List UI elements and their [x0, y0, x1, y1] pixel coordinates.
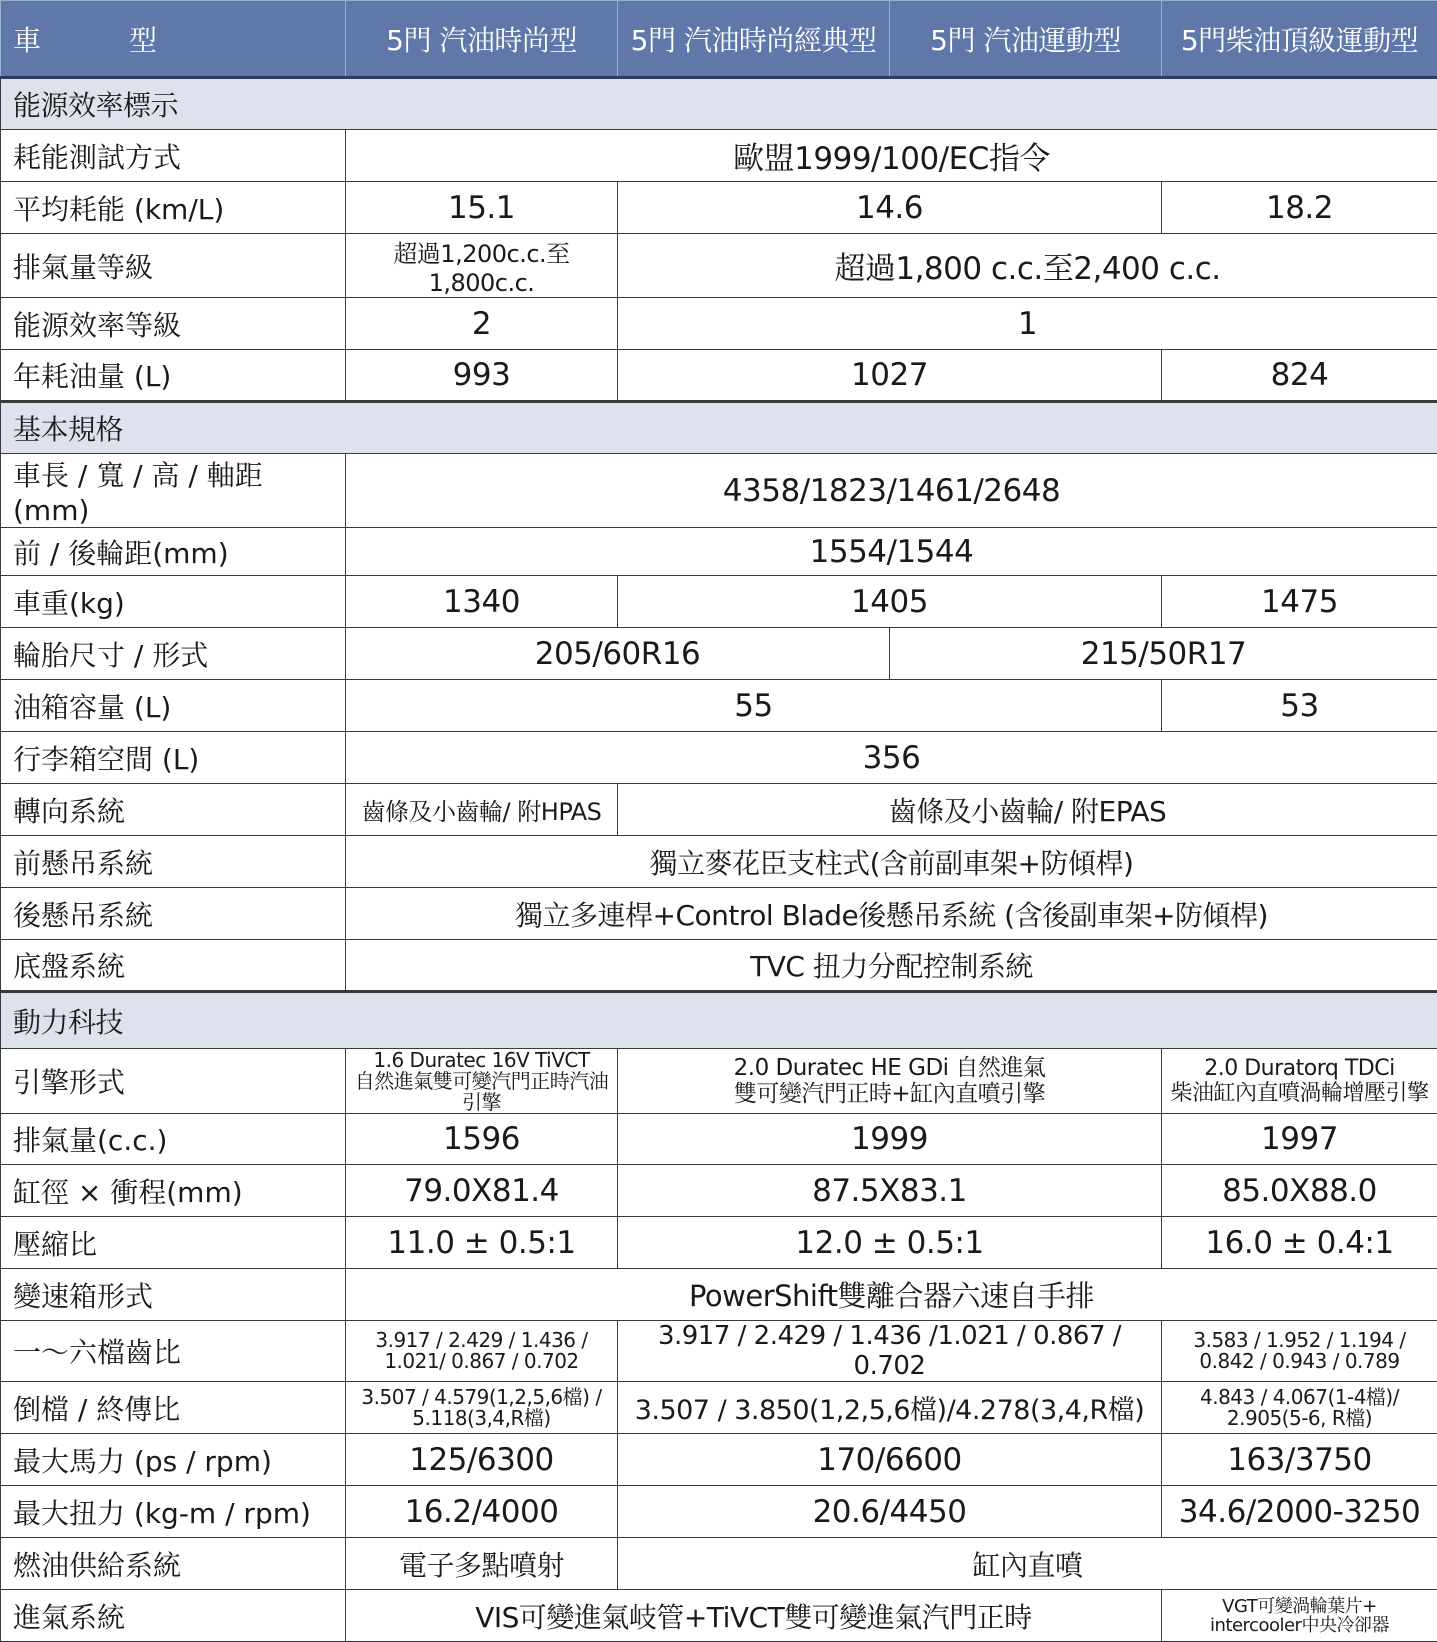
cell-value: 4.843 / 4.067(1-4檔)/ 2.905(5-6, R檔) — [1162, 1382, 1437, 1434]
row-label: 燃油供給系統 — [1, 1538, 346, 1590]
table-row — [1, 1269, 1437, 1321]
cell-value: 16.2/4000 — [346, 1486, 618, 1538]
cell-value: 缸內直噴 — [618, 1538, 1437, 1590]
cell-value: 超過1,800 c.c.至2,400 c.c. — [618, 234, 1437, 298]
row-label: 進氣系統 — [1, 1590, 346, 1642]
cell-value: 12.0 ± 0.5:1 — [618, 1217, 1162, 1269]
row-label: 轉向系統 — [1, 784, 346, 836]
cell-value: 1405 — [618, 576, 1162, 628]
row-label: 前 / 後輪距(mm) — [1, 528, 346, 576]
cell-value: 125/6300 — [346, 1434, 618, 1486]
cell-value: 獨立麥花臣支柱式(含前副車架+防傾桿) — [346, 836, 1437, 888]
table-row — [1, 1114, 1437, 1165]
table-row — [1, 888, 1437, 940]
row-label: 倒檔 / 終傳比 — [1, 1382, 346, 1434]
row-label: 排氣量等級 — [1, 234, 346, 298]
cell-value: TVC 扭力分配控制系統 — [346, 940, 1437, 992]
cell-value: 993 — [346, 350, 618, 402]
table-row — [1, 182, 1437, 234]
row-label: 引擎形式 — [1, 1049, 346, 1114]
row-label: 車重(kg) — [1, 576, 346, 628]
table-row — [1, 1049, 1437, 1114]
table-row — [1, 1217, 1437, 1269]
row-label: 輪胎尺寸 / 形式 — [1, 628, 346, 680]
section-energy: 能源效率標示 — [1, 78, 1437, 130]
section-power: 動力科技 — [1, 992, 1437, 1049]
cell-value: 1340 — [346, 576, 618, 628]
section-row — [1, 78, 1437, 130]
cell-value: VIS可變進氣岐管+TiVCT雙可變進氣汽門正時 — [346, 1590, 1162, 1642]
row-label: 年耗油量 (L) — [1, 350, 346, 402]
row-label: 最大馬力 (ps / rpm) — [1, 1434, 346, 1486]
table-row — [1, 836, 1437, 888]
row-label: 排氣量(c.c.) — [1, 1114, 346, 1165]
cell-value: 163/3750 — [1162, 1434, 1437, 1486]
cell-value: 歐盟1999/100/EC指令 — [346, 130, 1437, 182]
cell-value: VGT可變渦輪葉片+ intercooler中央冷卻器 — [1162, 1590, 1437, 1642]
table-row — [1, 1538, 1437, 1590]
cell-value: 824 — [1162, 350, 1437, 402]
cell-value: 16.0 ± 0.4:1 — [1162, 1217, 1437, 1269]
cell-value: 3.583 / 1.952 / 1.194 / 0.842 / 0.943 / 0.789 — [1162, 1321, 1437, 1382]
cell-value: 3.917 / 2.429 / 1.436 /1.021 / 0.867 / 0.702 — [618, 1321, 1162, 1382]
row-label: 前懸吊系統 — [1, 836, 346, 888]
cell-value: 1.6 Duratec 16V TiVCT 自然進氣雙可變汽門正時汽油引擎 — [346, 1049, 618, 1114]
cell-value: 齒條及小齒輪/ 附HPAS — [346, 784, 618, 836]
cell-value: 53 — [1162, 680, 1437, 732]
table-row — [1, 298, 1437, 350]
cell-value: 齒條及小齒輪/ 附EPAS — [618, 784, 1437, 836]
cell-value: 20.6/4450 — [618, 1486, 1162, 1538]
table-row — [1, 1434, 1437, 1486]
cell-value: 1 — [618, 298, 1437, 350]
cell-value: 3.507 / 4.579(1,2,5,6檔) / 5.118(3,4,R檔) — [346, 1382, 618, 1434]
header-label: 車 型 — [1, 1, 346, 78]
cell-value: 2.0 Duratec HE GDi 自然進氣 雙可變汽門正時+缸內直噴引擎 — [618, 1049, 1162, 1114]
section-basic: 基本規格 — [1, 402, 1437, 454]
model-3-header: 5門 汽油運動型 — [890, 1, 1162, 78]
cell-value: 87.5X83.1 — [618, 1165, 1162, 1217]
cell-value: 14.6 — [618, 182, 1162, 234]
cell-value: 205/60R16 — [346, 628, 890, 680]
table-row — [1, 940, 1437, 992]
row-label: 能源效率等級 — [1, 298, 346, 350]
section-row — [1, 402, 1437, 454]
table-row — [1, 1321, 1437, 1382]
table-row — [1, 234, 1437, 298]
section-row — [1, 992, 1437, 1049]
row-label: 壓縮比 — [1, 1217, 346, 1269]
cell-value: 356 — [346, 732, 1437, 784]
cell-value: 79.0X81.4 — [346, 1165, 618, 1217]
table-row — [1, 576, 1437, 628]
cell-value: 超過1,200c.c.至1,800c.c. — [346, 234, 618, 298]
row-label: 缸徑 × 衝程(mm) — [1, 1165, 346, 1217]
row-label: 車長 / 寬 / 高 / 軸距 (mm) — [1, 454, 346, 528]
table-row — [1, 130, 1437, 182]
row-label: 變速箱形式 — [1, 1269, 346, 1321]
cell-value: 1596 — [346, 1114, 618, 1165]
cell-value: 1027 — [618, 350, 1162, 402]
table-row — [1, 680, 1437, 732]
model-2-header: 5門 汽油時尚經典型 — [618, 1, 890, 78]
model-1-header: 5門 汽油時尚型 — [346, 1, 618, 78]
row-label: 行李箱空間 (L) — [1, 732, 346, 784]
table-row — [1, 628, 1437, 680]
cell-value: 3.507 / 3.850(1,2,5,6檔)/4.278(3,4,R檔) — [618, 1382, 1162, 1434]
cell-value: 15.1 — [346, 182, 618, 234]
row-label: 油箱容量 (L) — [1, 680, 346, 732]
model-4-header: 5門柴油頂級運動型 — [1162, 1, 1437, 78]
table-row — [1, 350, 1437, 402]
cell-value: 1554/1544 — [346, 528, 1437, 576]
header-row — [1, 1, 1437, 78]
row-label: 平均耗能 (km/L) — [1, 182, 346, 234]
cell-value: 1999 — [618, 1114, 1162, 1165]
row-label: 後懸吊系統 — [1, 888, 346, 940]
cell-value: 11.0 ± 0.5:1 — [346, 1217, 618, 1269]
row-label: 耗能測試方式 — [1, 130, 346, 182]
table-row — [1, 1590, 1437, 1642]
table-row — [1, 528, 1437, 576]
cell-value: 2.0 Duratorq TDCi 柴油缸內直噴渦輪增壓引擎 — [1162, 1049, 1437, 1114]
cell-value: 電子多點噴射 — [346, 1538, 618, 1590]
cell-value: 1475 — [1162, 576, 1437, 628]
table-row — [1, 1382, 1437, 1434]
row-label: 最大扭力 (kg-m / rpm) — [1, 1486, 346, 1538]
cell-value: 34.6/2000-3250 — [1162, 1486, 1437, 1538]
cell-value: 2 — [346, 298, 618, 350]
table-row — [1, 1486, 1437, 1538]
cell-value: 3.917 / 2.429 / 1.436 / 1.021/ 0.867 / 0.702 — [346, 1321, 618, 1382]
cell-value: 85.0X88.0 — [1162, 1165, 1437, 1217]
cell-value: 4358/1823/1461/2648 — [346, 454, 1437, 528]
table-row — [1, 454, 1437, 528]
row-label: 底盤系統 — [1, 940, 346, 992]
table-row — [1, 732, 1437, 784]
cell-value: 215/50R17 — [890, 628, 1437, 680]
cell-value: 1997 — [1162, 1114, 1437, 1165]
table-row — [1, 784, 1437, 836]
cell-value: 55 — [346, 680, 1162, 732]
cell-value: 170/6600 — [618, 1434, 1162, 1486]
cell-value: PowerShift雙離合器六速自手排 — [346, 1269, 1437, 1321]
row-label: 一～六檔齒比 — [1, 1321, 346, 1382]
table-row — [1, 1165, 1437, 1217]
cell-value: 獨立多連桿+Control Blade後懸吊系統 (含後副車架+防傾桿) — [346, 888, 1437, 940]
cell-value: 18.2 — [1162, 182, 1437, 234]
